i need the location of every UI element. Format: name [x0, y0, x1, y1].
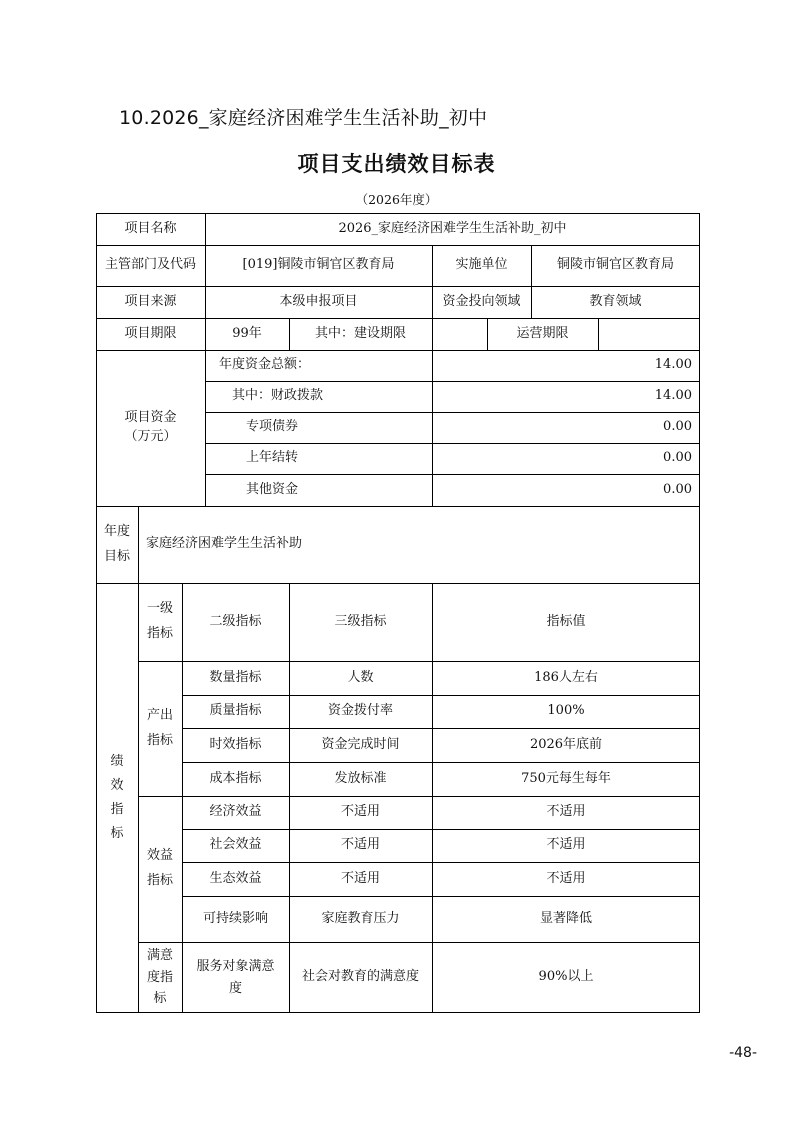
annual-goal-text: 家庭经济困难学生生活补助 [146, 536, 303, 552]
table-row-l2: 质量指标 [209, 703, 262, 719]
table-row-l2: 生态效益 [209, 870, 262, 886]
header-level1 [138, 583, 182, 661]
performance-label-text: 绩效指标 [110, 753, 124, 842]
funds-bonds-value: 0.00 [663, 419, 692, 435]
table-row-l2 [182, 942, 289, 1013]
table-row-l3: 人数 [347, 669, 374, 685]
funds-label [96, 350, 205, 506]
section-heading: 10.2026_家庭经济困难学生生活补助_初中 [119, 107, 488, 129]
table-row-l3: 不适用 [340, 804, 380, 820]
table-row-l2: 社会效益 [209, 837, 262, 853]
build-period-value [432, 318, 487, 350]
build-period-label: 其中：建设期限 [314, 325, 406, 341]
funds-total-value: 14.00 [654, 357, 692, 373]
project-name-value: 2026_家庭经济困难学生生活补助_初中 [338, 220, 567, 236]
annual-goal-label [96, 506, 138, 583]
source-value: 本级申报项目 [279, 293, 358, 309]
table-row-value: 100% [547, 703, 585, 719]
ops-period-value [598, 318, 700, 350]
satisfaction-indicator-label-text: 满意度指标 [146, 948, 173, 1007]
impl-unit-value: 铜陵市铜官区教育局 [556, 257, 674, 273]
table-row-value: 不适用 [546, 870, 586, 886]
header-level1-text: 一级指标 [146, 601, 173, 641]
table-row-l3: 不适用 [340, 870, 380, 886]
period-label: 项目期限 [124, 325, 177, 341]
funds-carryover-value: 0.00 [663, 450, 692, 466]
annual-goal-label-text: 年度目标 [103, 523, 130, 564]
period-value: 99年 [232, 325, 262, 341]
header-level3: 三级指标 [334, 613, 387, 629]
funds-label-text: 项目资金（万元） [124, 410, 177, 444]
impl-unit-label: 实施单位 [455, 257, 508, 273]
satisfaction-indicator-label [138, 942, 182, 1013]
funds-bonds-label: 专项债券 [246, 419, 299, 435]
funds-other-label: 其他资金 [246, 481, 299, 497]
header-level2: 二级指标 [209, 613, 262, 629]
dept-label: 主管部门及代码 [104, 257, 196, 273]
performance-label [96, 583, 138, 1013]
table-row-l3: 社会对教育的满意度 [301, 969, 419, 985]
funds-carryover-label: 上年结转 [246, 450, 299, 466]
domain-label: 资金投向领域 [442, 293, 521, 309]
table-row-l2: 成本指标 [209, 770, 262, 786]
table-row-l3: 家庭教育压力 [321, 910, 400, 926]
page-title: 项目支出绩效目标表 [297, 152, 496, 176]
funds-total-label: 年度资金总额： [219, 357, 311, 373]
satisfaction-l2-text: 服务对象满意度 [196, 959, 275, 996]
table-row-value: 不适用 [546, 804, 586, 820]
table-row-value: 显著降低 [539, 910, 592, 926]
benefit-indicator-label [138, 796, 182, 942]
table-row-l2: 经济效益 [209, 804, 262, 820]
domain-value: 教育领域 [589, 293, 642, 309]
table-row-value: 90%以上 [538, 969, 594, 985]
table-row-l3: 资金完成时间 [321, 736, 400, 752]
output-indicator-label [138, 661, 182, 796]
header-value: 指标值 [546, 613, 586, 629]
table-row-l2: 可持续影响 [202, 910, 268, 926]
year-subtitle: （2026年度） [355, 192, 438, 207]
table-row-l3: 发放标准 [334, 770, 387, 786]
funds-fiscal-label: 其中：财政拨款 [232, 388, 324, 404]
funds-other-value: 0.00 [663, 481, 692, 497]
project-name-label: 项目名称 [124, 220, 177, 236]
source-label: 项目来源 [124, 293, 177, 309]
output-indicator-label-text: 产出指标 [146, 707, 173, 748]
table-row-l3: 资金拨付率 [327, 703, 393, 719]
benefit-indicator-label-text: 效益指标 [146, 848, 173, 888]
ops-period-label: 运营期限 [516, 325, 569, 341]
funds-fiscal-value: 14.00 [654, 388, 692, 404]
table-row-value: 750元每生每年 [521, 770, 611, 786]
table-row-l2: 时效指标 [209, 736, 262, 752]
table-row-value: 186人左右 [534, 669, 598, 685]
page-number: -48- [729, 1045, 757, 1061]
table-row-l3: 不适用 [340, 837, 380, 853]
table-row-value: 2026年底前 [529, 736, 603, 752]
dept-value: [019]铜陵市铜官区教育局 [242, 257, 395, 273]
table-row-l2: 数量指标 [209, 669, 262, 685]
table-row-value: 不适用 [546, 837, 586, 853]
